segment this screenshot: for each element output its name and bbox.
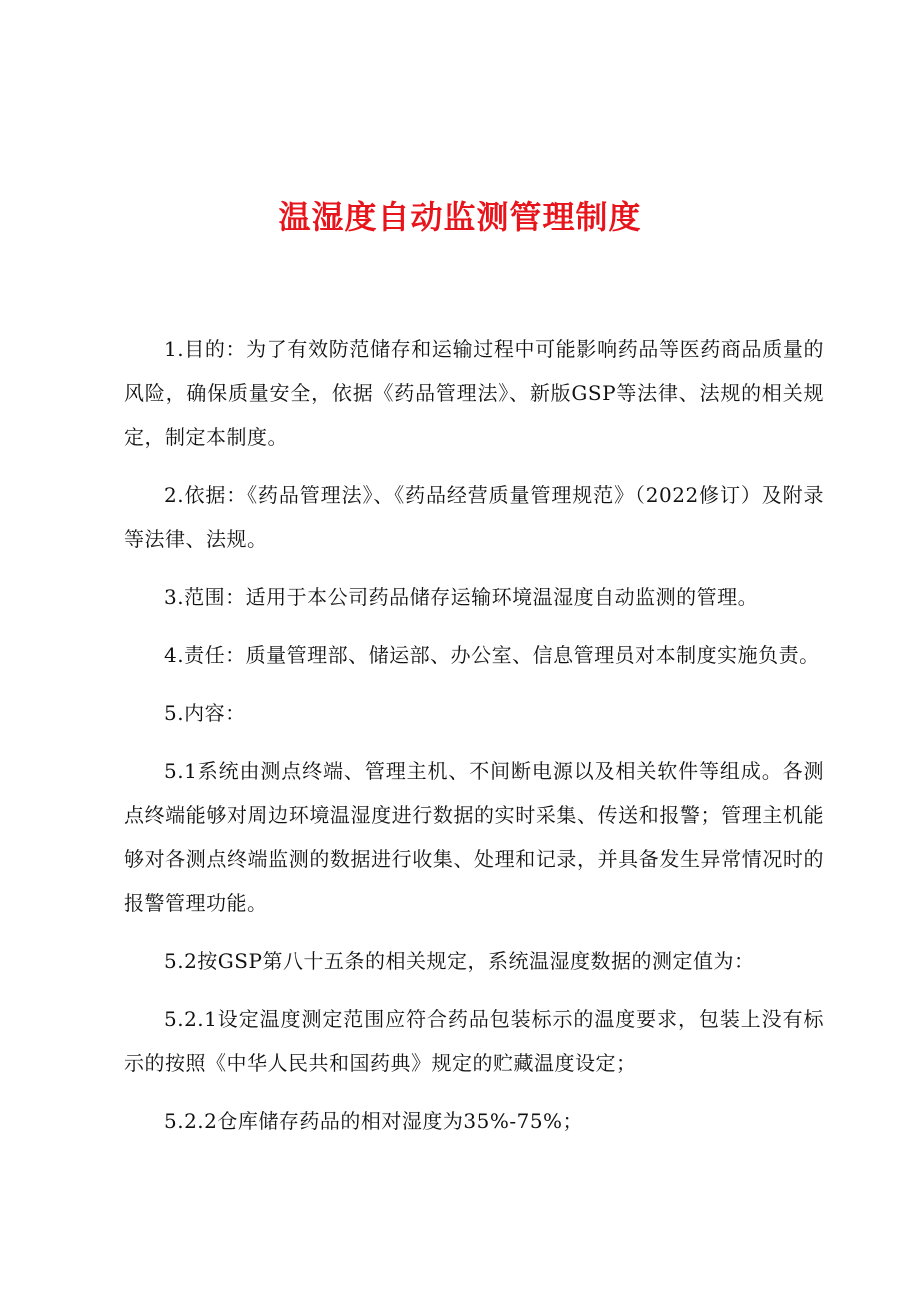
paragraph-content-heading: 5.内容： [164, 701, 246, 725]
document-title: 温湿度自动监测管理制度 [278, 198, 642, 236]
paragraph-5-1: 5.1系统由测点终端、管理主机、不间断电源以及相关软件等组成。各测点终端能够对周边环境温湿度进行数据的实时采集、传送和报警；管理主机能够对各测点终端监测的数据进行收集、处理和记录，并具备发生异常情况时的报警管理功能。 [124, 759, 824, 915]
paragraph-5-2: 5.2按GSP第八十五条的相关规定，系统温湿度数据的测定值为： [164, 949, 755, 973]
document-body [124, 327, 824, 1157]
paragraph-purpose: 1.目的：为了有效防范储存和运输过程中可能影响药品等医药商品质量的风险，确保质量安全，依据《药品管理法》、新版GSP等法律、法规的相关规定，制定本制度。 [124, 337, 824, 449]
paragraph-5-2-1: 5.2.1设定温度测定范围应符合药品包装标示的温度要求，包装上没有标示的按照《中华人民共和国药典》规定的贮藏温度设定； [124, 1007, 824, 1075]
paragraph-basis: 2.依据：《药品管理法》、《药品经营质量管理规范》（2022修订）及附录等法律、法规。 [124, 483, 824, 551]
paragraph-responsibility: 4.责任：质量管理部、储运部、办公室、信息管理员对本制度实施负责。 [164, 643, 820, 667]
paragraph-scope: 3.范围：适用于本公司药品储存运输环境温湿度自动监测的管理。 [164, 585, 759, 609]
paragraph-5-2-2: 5.2.2仓库储存药品的相对湿度为35%-75%； [164, 1109, 584, 1133]
